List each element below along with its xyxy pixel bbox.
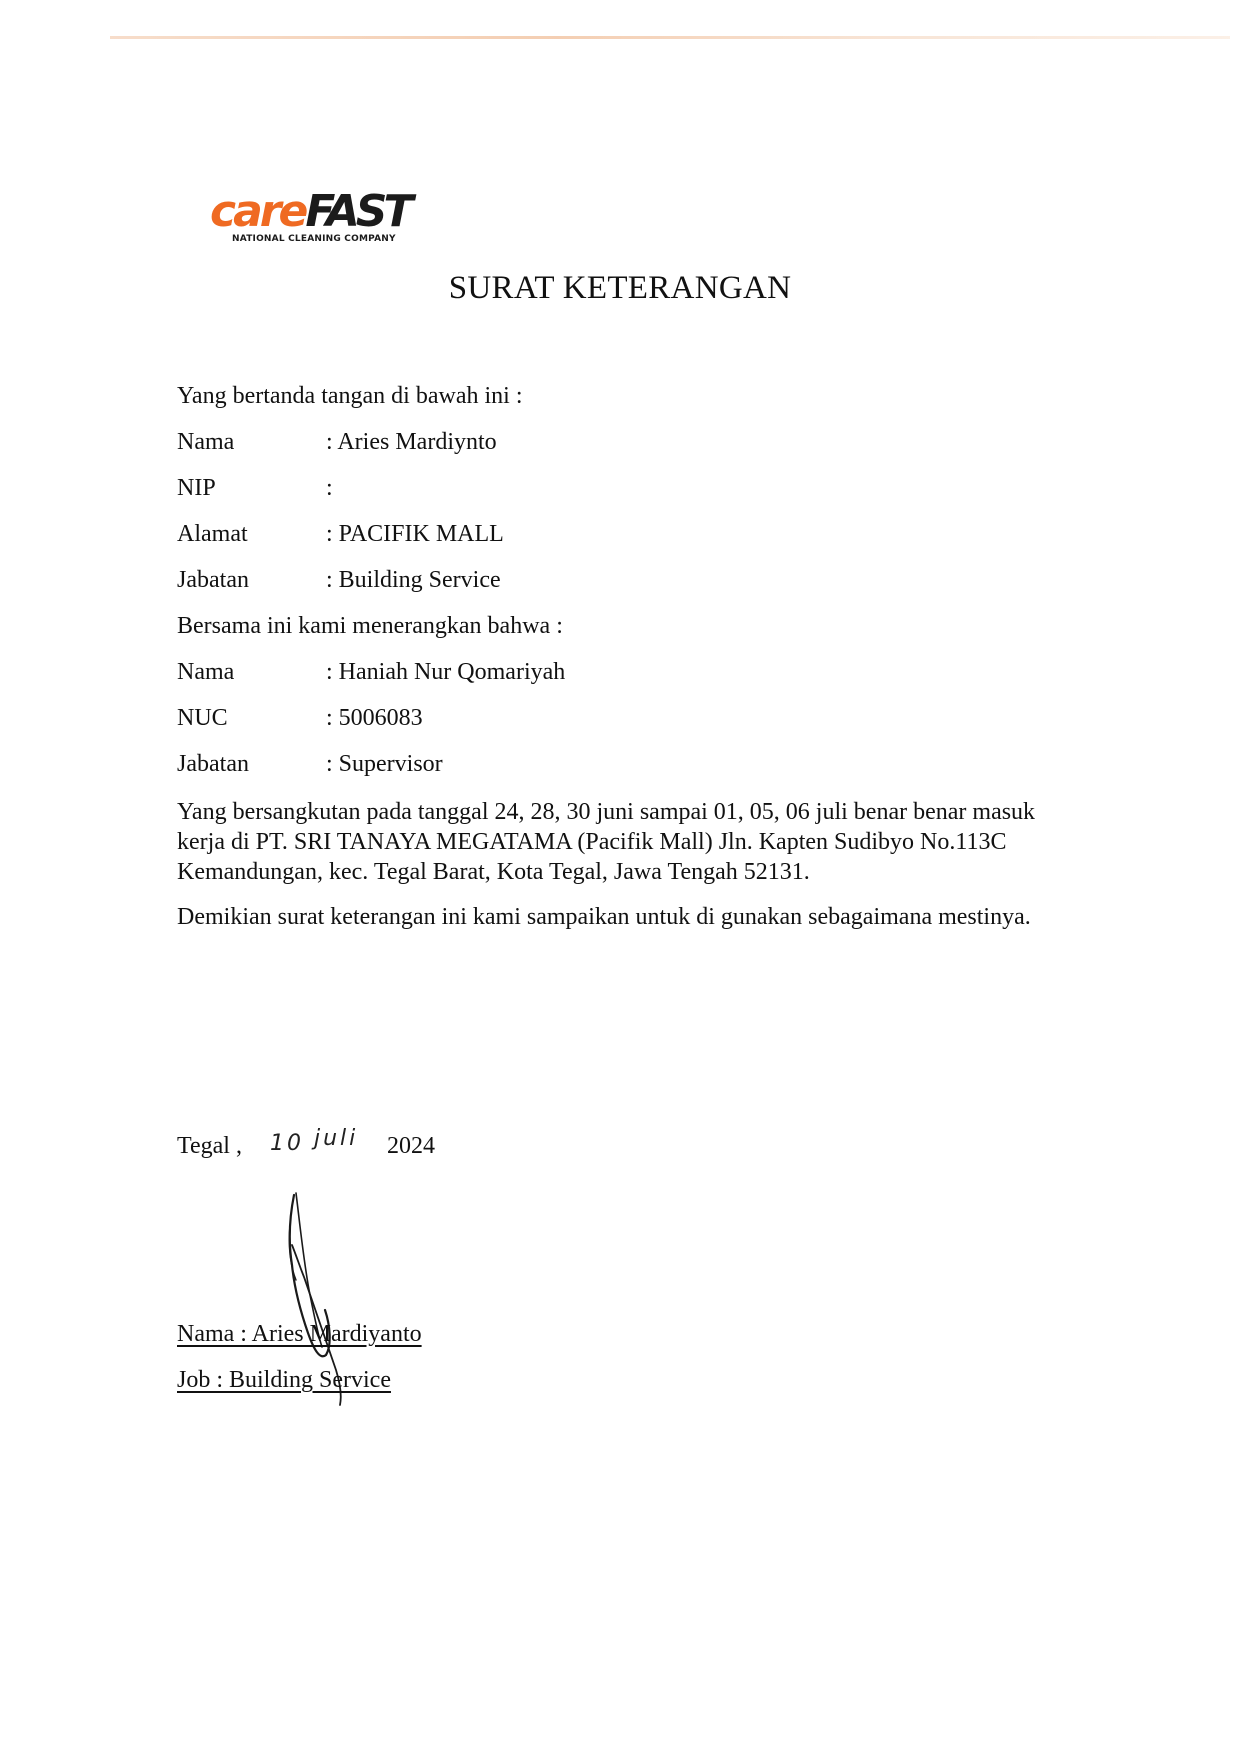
carefast-logo — [210, 186, 450, 250]
subject-nuc-label: NUC — [177, 705, 228, 731]
body-paragraph-line-1: Yang bersangkutan pada tanggal 24, 28, 30 juni sampai 01, 05, 06 juli benar benar masuk — [177, 799, 1036, 825]
subject-position-value: : Supervisor — [326, 751, 443, 777]
signature-name-line: Nama : Aries Mardiyanto — [177, 1321, 422, 1347]
scan-edge-stripe — [110, 36, 1230, 39]
signer-name-value: : Aries Mardiynto — [326, 429, 497, 455]
intro-line: Yang bertanda tangan di bawah ini : — [177, 383, 523, 409]
logo-tagline: NATIONAL CLEANING COMPANY — [232, 234, 396, 244]
subject-name-label: Nama — [177, 659, 235, 685]
date-handwritten-day: 10 — [270, 1131, 304, 1156]
body-paragraph-line-2: kerja di PT. SRI TANAYA MEGATAMA (Pacifik Mall) Jln. Kapten Sudibyo No.113C — [177, 829, 1007, 855]
logo-fast-text: FAST — [305, 186, 410, 237]
date-city: Tegal , — [177, 1133, 242, 1159]
closing-line: Demikian surat keterangan ini kami sampaikan untuk di gunakan sebagaimana mestinya. — [177, 904, 1031, 930]
logo-care-text: care — [210, 186, 306, 237]
document-title: SURAT KETERANGAN — [448, 270, 792, 306]
date-handwritten-month: juli — [314, 1126, 359, 1151]
statement-intro-line: Bersama ini kami menerangkan bahwa : — [177, 613, 563, 639]
signer-name-label: Nama — [177, 429, 235, 455]
signer-nip-label: NIP — [177, 475, 216, 501]
signer-position-value: : Building Service — [326, 567, 501, 593]
signature-job-line: Job : Building Service — [177, 1367, 391, 1393]
logo-wordmark — [210, 186, 410, 237]
subject-name-value: : Haniah Nur Qomariyah — [326, 659, 566, 685]
subject-nuc-value: : 5006083 — [326, 705, 423, 731]
body-paragraph-line-3: Kemandungan, kec. Tegal Barat, Kota Tegal, Jawa Tengah 52131. — [177, 859, 810, 885]
body-paragraph — [177, 797, 1077, 887]
signer-position-label: Jabatan — [177, 567, 249, 593]
signer-address-value: : PACIFIK MALL — [326, 521, 504, 547]
signer-nip-value: : — [326, 475, 333, 501]
subject-position-label: Jabatan — [177, 751, 249, 777]
signer-address-label: Alamat — [177, 521, 248, 547]
date-year: 2024 — [387, 1133, 435, 1159]
